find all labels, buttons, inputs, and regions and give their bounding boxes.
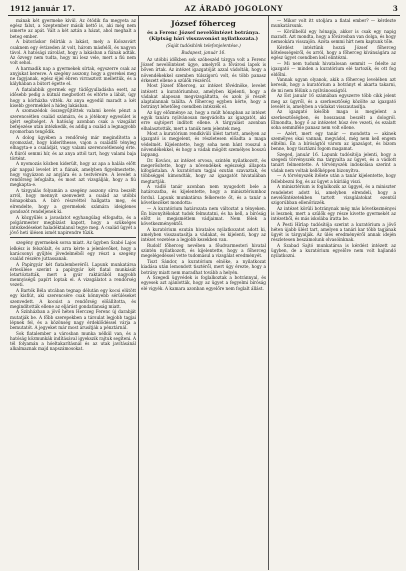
paragraph: mának két gyermeke kívül. Az ötödik fia megyeta az egész falut, a Szeptember másik kettő is, aki még nem ismerte az apát. Vált a két aztán a házat, ahol meghalt a beteg ember. [10,18,136,39]
paragraph: — Mi nem tudunk hivatalosan semmit — felelte az igazgató — minden a kuratórium elé tartozik, és ott fog eldőlni. [271,61,396,77]
paragraph: A kuratórium ezután hivatalos nyilatkozatot adott ki, amelyben visszautasítja a vádakat, és kijelenti, hogy az intézet vezetése a legjobb kezekben van. [141,226,266,243]
paragraph: Az igazgató később maga is megjelent a szerkesztőségben, és hosszasan beszélt a dologról. Elmondta, hogy ő az intézetet húsz éve vezeti, és ezalatt soha semmiféle panasz nem volt ellene. [271,109,396,131]
paragraph: Az Est január 16 számában egyszerre több cikk jelent meg az ügyről, és a szerkesztőség közölte az igazgató levelét is, amelyben a vádakat visszautasítja. [271,93,396,109]
paragraph: — A kuratórium határozata nem változtat a tényeken. Én bizonyítékokat tudok felmutatni, és ha kell, a bíróság előtt is megismétlem vádjaimat. Nem félek a következményektől. [141,205,266,227]
paragraph: szegény gyermekek sorsa miatt. Az ügyben Szabó Lajos lelkész is felszólalt, és arra kérte a jelenlevőket, hogy a karácsonyi gyűjtés jövedelméből egy részt a szegény család részére juttassanak. [10,240,136,261]
paragraph: A szomszédok összegyűjtöttek valami kevés pénzt a szerencsétlen család számára, és a jótékony egyesület is ígért segítséget. A hatóság azonban csak a vizsgálat befejezése után intézkedik, és addig a család a legnagyobb nyomorban tengődik. [10,108,136,135]
paragraph: A bútoráskor felírták a lakást, mely a Kolozsvárt csaknem egy évtizeden át volt, három másfelől, és nagyon távol. A hatósági zárolást, hogy a lakásban a fiának adták. Az özvegy nem tudta, hogy mi lesz vele, mert a fiú nem volt sehol. [10,39,136,66]
paragraph: Az intézet körüli botránynak még más következményei is lesznek, mert a szülők egy része kivette gyermekét az intézetből, és más iskolába íratta be. [271,205,396,222]
article-note: (Saját tudósítónk telefonjelentése.) [166,42,241,48]
columns [8,16,400,570]
paragraph: A minisztérium is foglalkozik az üggyel, és a miniszter rendeletet adott ki, amelyben elrendeli, hogy a nevelőintézetekben tartott vizsgálatokat ezentúl szigorúbban ellenőrizzék. [271,184,396,205]
paragraph: A Szabad Sajtó munkatársa is kérdést intézett az ügyben, de a kuratórium egyelőre nem volt hajlandó nyilatkozni. [271,243,396,259]
paragraph: Szeged, január 16. Lapunk tudósítója jelenti, hogy a szegedi törvényszék ma tárgyalta az ügyet, és a vádlott tanárt felmentette. A törvényszék indokolása szerint a vádak nem voltak kellőképpen bizonyítva. [271,152,396,173]
article-byline: Budapest, január 16. [181,49,226,55]
paragraph: Dr. Kovács, az intézet orvosa, szintén nyilatkozott, és megerősítette, hogy a növendékek egészségi állapota kifogástalan. A kuratórium tagjai ezután szavaztak, és többséggel kimondták, hogy az igazgatót hivatalában megtartják. [141,157,266,184]
column-right [268,16,398,570]
paragraph: A fiatalabbik gyermek egy tüdőgyulladásba esett, az idősebb pedig a kútnál megbotlott és eltörte a lábát, úgy hogy a kórházba vitték. Az anya egyedül maradt a két kisebb gyermekkel a hideg lakásban. [10,87,136,108]
paragraph: — Mikor volt itt utoljára a fiatal ember? — kérdezte munkatársunk. [271,18,396,29]
paragraph: — Azért, mert egy tanár — mondotta — akinek személyes okai vannak, megvádol, még nem kell engem elítélni. Én a bíróságtól várom az igazságot, és bízom benne, hogy tisztázni fogom magamat. [271,130,396,152]
paragraph: Az ügy előzménye az, hogy a múlt hónapban az intézet egyik tanára nyilvánosan megvádolta az igazgatót, aki erre sajtópert indított ellene. A tárgyalást azonban elhalasztották, mert a tanúk nem jelentek meg. [141,109,266,131]
paragraph: Most József főherceg, az intézet fővédnöke, levelet intézett a kuratóriumhoz, amelyben kijelenti, hogy a vádakat alaposan megvizsgáltatta, és azok jó részét alaptalannak találta. A főherceg egyben kérte, hogy a botrányt lehetőleg csendben intézzék el. [141,83,266,110]
paragraph: A tárgyalás folyamán a szegény asszony sírva beszélt arról, hogy mennyit szenvedett a család az utóbbi hónapokban. A bíró részvéttel hallgatta meg, és elrendelte, hogy a gyermekek számára ideiglenes gondozót rendeljenek ki. [10,188,136,214]
paragraph: A vádló tanár azonban nem nyugodott bele a határozatba, és kijelentette, hogy a minisztériumhoz fordul. Lapunk munkatársa felkereste őt, és a tanár a következőket mondotta: [141,184,266,205]
article-title: József főherceg [171,19,236,28]
paragraph: — Körülbelül egy hónapja, akkor is csak egy napig maradt. Azt mondta, hogy a fővárosban van dolga, és hogy nemsokára visszajön. Azóta semmi hírt nem kaptunk tőle. [271,28,396,45]
paragraph: A harmadik nap a gyermekek sírtak, egyszerre csak az anyjukat keresve. A szegény asszony, hogy a gyerekei meg ne fagyjanak, egész éjjel ébren virrasztott mellettük, és a kályhában a bútort égette el. [10,65,136,87]
paragraph: Az utóbbi időkben sok szóbeszéd tárgya volt a Ferenc József nevelőintézet ügye, amelyről a fővárosi lapok is bőven írtak. Az intézet igazgatóját azzal vádolták, hogy a növendékekkel szemben túlszigorú volt, és több panasz érkezett ellene a szülők részéről. [141,56,266,83]
paragraph: Sok fiatalember a városban munka nélkül van, és a hatóság közmunkák indításával igyekszik rajtuk segíteni. A tél folyamán a hóeltakarításnál és az utak javításánál alkalmaznak majd napszámosokat. [10,330,136,352]
paragraph: Rudolf főherceg nevében a főudvarmesteri hivatal szintén nyilatkozott, és kijelentette, hogy a főherceg megelégedéssel vette tudomásul a vizsgálat eredményét. [141,243,266,259]
paragraph: A dolog ügyében a rendőrség már megindította a nyomozást, hogy kideríthesse, vajon a családfő tényleg elhagyta-e a családját, vagy valami szerencsétlenség érte. A fiúról semmi hír, és az anya attól tart, hogy valami baja történt. [10,134,136,161]
paragraph: Kérdést intéztünk hozzá József főherceg kötelességeiről, és arról, hogy a főherceg kívánságára az egész ügyet csendben kell elintézni. [271,45,396,61]
paragraph: A Papírgyár két fiatalemberéről. Lapunk munkatársa értesülése szerint a papírgyár két fiatal munkását letartóztatták, mert a gyár raktárából nagyobb mennyiségű papírt loptak el. A vizsgálatot a rendőrség vezeti. [10,261,136,288]
paragraph: A Pesti Hírlap tudósítója szerint a kuratórium a jövő héten újabb ülést tart, amelyen a tanári kar több tagjának ügyét is tárgyalják. Az ülés eredményéről annak idején részletesen beszámolunk olvasóinknak. [271,221,396,243]
paragraph: A nyomozás közben kiderült, hogy az apa a halála előtt pár nappal levelet írt a fiának, amelyben figyelmeztette, hogy vigyázzon az anyjára és a testvéreire. A levelet a rendőrség lefoglalta, és most azt vizsgálják, hogy a fiú megkapta-e. [10,161,136,188]
column-left [8,16,138,570]
masthead: AZ ÁRADÓ JOGOLONY [184,4,284,13]
article-subtitle: és a Ferenc József nevelőintézet botránya. [147,29,260,36]
paragraph: A Színházban a jövő héten Herczeg Ferenc új darabját mutatják be. A főbb szerepekben a társulat legjobb tagjai lépnek fel, és a közönség nagy érdeklődéssel várja a bemutatót. A jegyeket már most árusítják a pénztárnál. [10,309,136,331]
paragraph: — A törvényszék ítélete után a tanár kijelentette, hogy fellebbezni fog, és az ügyet a kúriáig viszi. [271,173,396,184]
column-middle [138,16,268,570]
paragraph: Most a kuratórium rendkívüli ülést tartott, amelyen az igazgató is megjelent, és részletesen előadta a maga védelmét. Kijelentette, hogy soha nem bánt rosszul a növendékekkel, és hogy a vádak mögött személyes bosszú lappang. [141,131,266,158]
paragraph: Tiszt Sándor, a kuratórium elnöke, a nyilatkozat kiadása után lemondott tisztéről, mert úgy érezte, hogy a botrány miatt nem maradhat tovább a helyén. [141,259,266,275]
page-header [8,3,400,16]
paragraph: A Szegedi ügyvédek is foglalkoztak a botránnyal, és egyesek azt ajánlották, hogy az ügyet a fegyelmi bíróság elé vigyék. A kamara azonban egyelőre nem foglalt állást. [141,275,266,291]
issue-date: 1912 január 17. [10,4,76,13]
page-number: 3 [392,4,398,13]
column-divider [10,237,136,238]
paragraph: A Bartók Béla utcában tegnap délután egy kocsi elütött egy kisfiút, aki szerencsére csak könnyebb sérüléseket szenvedett. A kocsist a rendőrség előállította, és megindították ellene az eljárást gondatlanság miatt. [10,288,136,309]
article-subtitle-2: (Kiptság hárí visszavonást nyilatkozata.) [148,35,259,42]
paragraph: A közgyűlés a javaslatot egyhangúlag elfogadta, és a polgármester megbízást kapott, hogy a szükséges intézkedéseket haladéktalanul tegye meg. A család ügyét a jövő heti ülésen ismét napirendre tűzik. [10,214,136,236]
paragraph: Vannak ugyan olyanok, akik a főherceg levelében azt keresik, hogy a kuratórium a botrányt el akarta takarni, de mi nem félünk a nyilvánosságtól. [271,77,396,93]
